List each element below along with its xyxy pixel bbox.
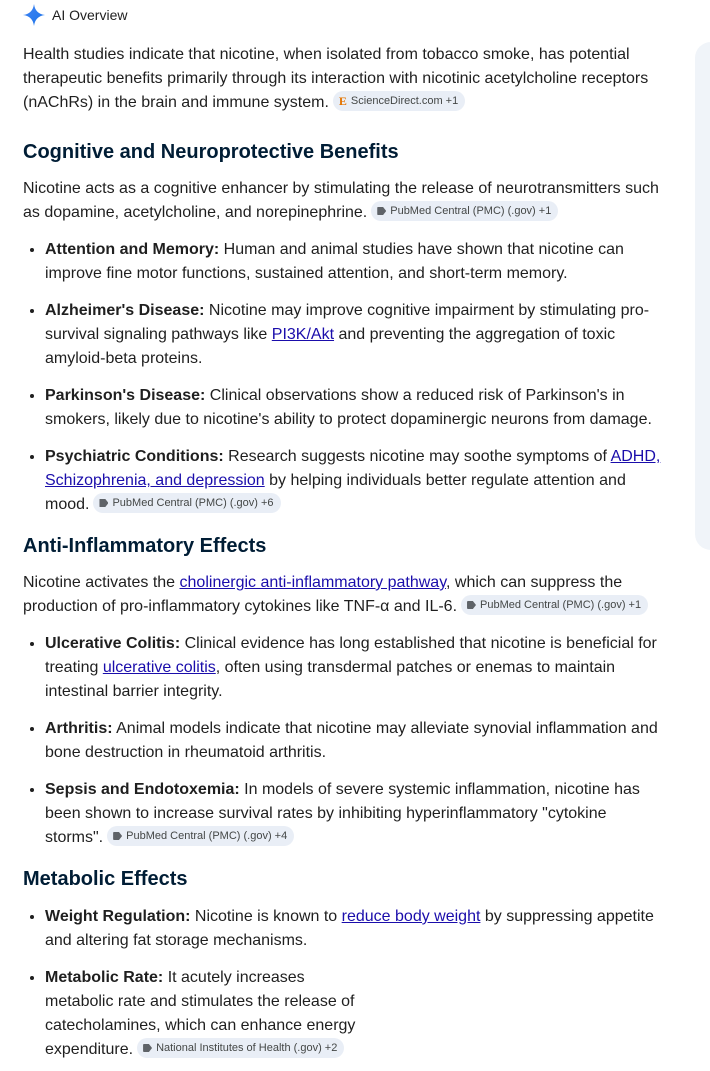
list-item bbox=[45, 444, 663, 517]
item-text: Clinical evidence has long established that nicotine is beneficial for treating bbox=[45, 635, 657, 676]
item-term: Parkinson's Disease: bbox=[45, 387, 206, 404]
item-term: Attention and Memory: bbox=[45, 241, 220, 258]
ulcerative-colitis-link[interactable]: ulcerative colitis bbox=[102, 659, 216, 676]
list-item bbox=[45, 716, 663, 765]
source-tag-icon bbox=[99, 499, 108, 507]
side-panel bbox=[695, 42, 710, 550]
source-chip[interactable] bbox=[461, 595, 648, 615]
source-tag-icon bbox=[467, 601, 476, 609]
section-lead-text: , which can suppress the production of pro-inflammatory cytokines like TNF-α and IL-6. bbox=[23, 574, 623, 615]
source-chip-label: PubMed Central (PMC) (.gov) +1 bbox=[390, 205, 552, 217]
item-term: Weight Regulation: bbox=[45, 908, 191, 925]
source-chip-label: ScienceDirect.com +1 bbox=[350, 95, 459, 107]
list-item bbox=[45, 383, 663, 432]
source-tag-icon bbox=[143, 1044, 152, 1052]
item-text: by suppressing appetite and altering fat storage mechanisms. bbox=[45, 908, 654, 949]
item-text: Human and animal studies have shown that nicotine can improve fine motor functions, sustained attention, and short-term memory. bbox=[45, 241, 624, 282]
item-term: Arthritis: bbox=[45, 720, 113, 737]
item-term: Alzheimer's Disease: bbox=[45, 302, 205, 319]
item-text: by helping individuals better regulate attention and mood. bbox=[45, 472, 626, 513]
source-tag-icon bbox=[377, 207, 386, 215]
item-text: expenditure. bbox=[45, 1041, 134, 1058]
list-item bbox=[45, 904, 663, 953]
section-cognitive bbox=[23, 139, 663, 517]
source-chip-label: PubMed Central (PMC) (.gov) +6 bbox=[112, 497, 274, 509]
adhd-link[interactable]: ADHD, Schizophrenia, and depression bbox=[45, 448, 661, 489]
source-tag-icon bbox=[113, 832, 122, 840]
list-item bbox=[45, 298, 663, 371]
item-term: Metabolic Rate: bbox=[45, 969, 164, 986]
ai-overview-title: AI Overview bbox=[52, 7, 128, 23]
intro-text: Health studies indicate that nicotine, when isolated from tobacco smoke, has potential therapeutic benefits primarily through its interaction with nicotinic acetylcholine receptors (nAChRs) in the brain and immune system. bbox=[23, 46, 649, 111]
item-term: Sepsis and Endotoxemia: bbox=[45, 781, 240, 798]
source-chip-label: PubMed Central (PMC) (.gov) +1 bbox=[480, 599, 642, 611]
section-lead-text: Nicotine acts as a cognitive enhancer by stimulating the release of neurotransmitters such as dopamine, acetylcholine, and norepinephrine. bbox=[23, 180, 659, 221]
item-text: Clinical observations show a reduced risk of Parkinson's in smokers, likely due to nicotine's ability to protect dopaminergic neurons from damage. bbox=[45, 387, 652, 428]
section-title: Metabolic Effects bbox=[23, 868, 188, 890]
list-item bbox=[45, 965, 365, 1038]
bullet-list bbox=[23, 904, 663, 1038]
sparkle-icon bbox=[22, 3, 46, 27]
item-text: , often using transdermal patches or enemas to maintain intestinal barrier integrity. bbox=[45, 659, 616, 700]
list-item bbox=[45, 631, 663, 704]
source-chip[interactable] bbox=[137, 1038, 344, 1058]
item-text: Nicotine is known to bbox=[190, 908, 342, 925]
section-lead bbox=[23, 571, 663, 619]
section-lead bbox=[23, 177, 663, 225]
source-chip-label: National Institutes of Health (.gov) +2 bbox=[156, 1042, 338, 1054]
section-metabolic bbox=[23, 866, 663, 1062]
item-term: Ulcerative Colitis: bbox=[45, 635, 181, 652]
bullet-list bbox=[23, 237, 663, 517]
overview-content bbox=[23, 43, 663, 1062]
item-term: Psychiatric Conditions: bbox=[45, 448, 224, 465]
list-item bbox=[45, 777, 663, 850]
list-item bbox=[45, 237, 663, 286]
bullet-list bbox=[23, 631, 663, 850]
pi3k-akt-link[interactable]: PI3K/Akt bbox=[271, 326, 335, 343]
item-text: Animal models indicate that nicotine may alleviate synovial inflammation and bone destruction in rheumatoid arthritis. bbox=[45, 720, 658, 761]
source-chip[interactable] bbox=[93, 493, 280, 513]
item-text: It acutely increases metabolic rate and stimulates the release of catecholamines, which can enhance energy bbox=[45, 969, 356, 1034]
cholinergic-pathway-link[interactable]: cholinergic anti-inflammatory pathway bbox=[179, 574, 447, 591]
reduce-body-weight-link[interactable]: reduce body weight bbox=[341, 908, 481, 925]
section-title: Anti-Inflammatory Effects bbox=[23, 535, 267, 557]
metabolic-continuation bbox=[23, 1038, 663, 1062]
source-chip-label: PubMed Central (PMC) (.gov) +4 bbox=[126, 830, 288, 842]
section-anti-inflammatory bbox=[23, 533, 663, 850]
source-chip[interactable] bbox=[333, 91, 465, 111]
item-text: and preventing the aggregation of toxic amyloid-beta proteins. bbox=[45, 326, 616, 367]
source-chip[interactable] bbox=[371, 201, 558, 221]
section-lead-text: Nicotine activates the bbox=[23, 574, 180, 591]
intro-paragraph bbox=[23, 43, 663, 115]
section-title: Cognitive and Neuroprotective Benefits bbox=[23, 141, 399, 163]
sciencedirect-icon: E bbox=[338, 94, 347, 108]
item-text: Research suggests nicotine may soothe symptoms of bbox=[223, 448, 611, 465]
ai-overview-header bbox=[23, 3, 127, 27]
item-text: Nicotine may improve cognitive impairment by stimulating pro-survival signaling pathways like bbox=[45, 302, 650, 343]
item-text: In models of severe systemic inflammation, nicotine has been shown to increase survival rates by inhibiting hyperinflammatory "cytokine storms". bbox=[45, 781, 640, 846]
source-chip[interactable] bbox=[107, 826, 294, 846]
